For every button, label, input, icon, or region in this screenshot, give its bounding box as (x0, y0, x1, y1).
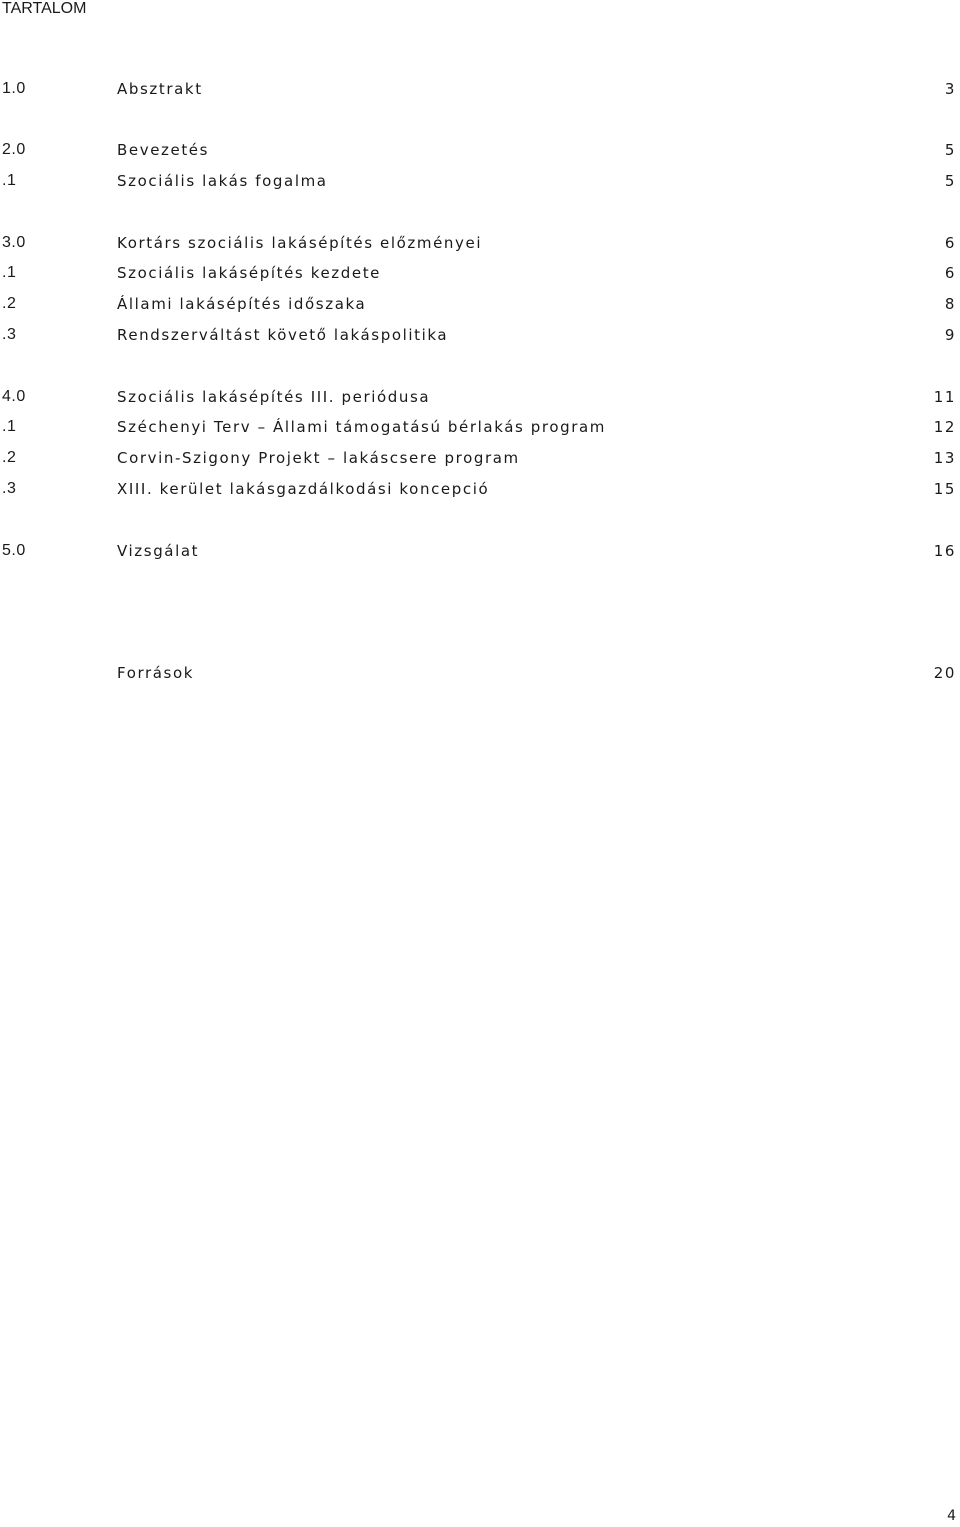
toc-entry-title: Rendszerváltást követő lakáspolitika (117, 326, 449, 344)
toc-entry-sources[interactable] (0, 662, 960, 684)
toc-entry-third-period[interactable] (0, 386, 960, 408)
toc-entry-survey[interactable] (0, 540, 960, 562)
toc-entry-number: 4.0 (2, 388, 26, 405)
toc-entry-corvin-szigony[interactable] (0, 447, 960, 469)
toc-entry-title: Szociális lakásépítés III. periódusa (117, 388, 431, 406)
toc-entry-title: Szociális lakás fogalma (117, 172, 328, 190)
toc-entry-post-transition[interactable] (0, 324, 960, 346)
toc-entry-social-housing-concept[interactable] (0, 170, 960, 192)
toc-entry-page: 13 (933, 449, 956, 467)
toc-entry-number: .2 (2, 449, 17, 466)
toc-entry-number: .3 (2, 326, 17, 343)
toc-entry-page: 12 (933, 418, 956, 436)
toc-entry-abstract[interactable] (0, 78, 960, 100)
toc-entry-district-xiii[interactable] (0, 478, 960, 500)
toc-entry-page: 9 (944, 326, 956, 344)
toc-entry-page: 8 (944, 295, 956, 313)
toc-entry-introduction[interactable] (0, 139, 960, 161)
toc-entry-page: 5 (944, 172, 956, 190)
toc-entry-title: Szociális lakásépítés kezdete (117, 264, 382, 282)
toc-entry-number: .2 (2, 295, 17, 312)
toc-entry-number: .3 (2, 480, 17, 497)
toc-entry-number: 1.0 (2, 80, 26, 97)
toc-entry-page: 3 (944, 80, 956, 98)
toc-entry-number: 2.0 (2, 141, 26, 158)
toc-entry-number: 5.0 (2, 542, 26, 559)
toc-entry-number: .1 (2, 172, 17, 189)
page-title: TARTALOM (2, 0, 87, 17)
toc-entry-title: Források (117, 664, 195, 682)
toc-entry-number: .1 (2, 264, 17, 281)
toc-entry-page: 6 (944, 234, 956, 252)
toc-entry-title: Bevezetés (117, 141, 210, 159)
toc-entry-number: .1 (2, 418, 17, 435)
page-number: 4 (947, 1508, 956, 1524)
toc-entry-title: XIII. kerület lakásgazdálkodási koncepció (117, 480, 490, 498)
toc-entry-page: 20 (933, 664, 956, 682)
toc-entry-title: Állami lakásépítés időszaka (117, 295, 367, 313)
toc-entry-title: Kortárs szociális lakásépítés előzményei (117, 234, 483, 252)
toc-entry-title: Vizsgálat (117, 542, 200, 560)
toc-entry-page: 15 (933, 480, 956, 498)
toc-entry-szechenyi-plan[interactable] (0, 416, 960, 438)
toc-entry-beginnings[interactable] (0, 262, 960, 284)
toc-entry-state-era[interactable] (0, 293, 960, 315)
toc-entry-number: 3.0 (2, 234, 26, 251)
toc-entry-page: 5 (944, 141, 956, 159)
toc-entry-page: 6 (944, 264, 956, 282)
toc-entry-page: 11 (933, 388, 956, 406)
toc-entry-title: Széchenyi Terv – Állami támogatású bérlakás program (117, 418, 607, 436)
toc-entry-antecedents[interactable] (0, 232, 960, 254)
toc-entry-page: 16 (933, 542, 956, 560)
toc-entry-title: Absztrakt (117, 80, 203, 98)
toc-entry-title: Corvin-Szigony Projekt – lakáscsere program (117, 449, 520, 467)
